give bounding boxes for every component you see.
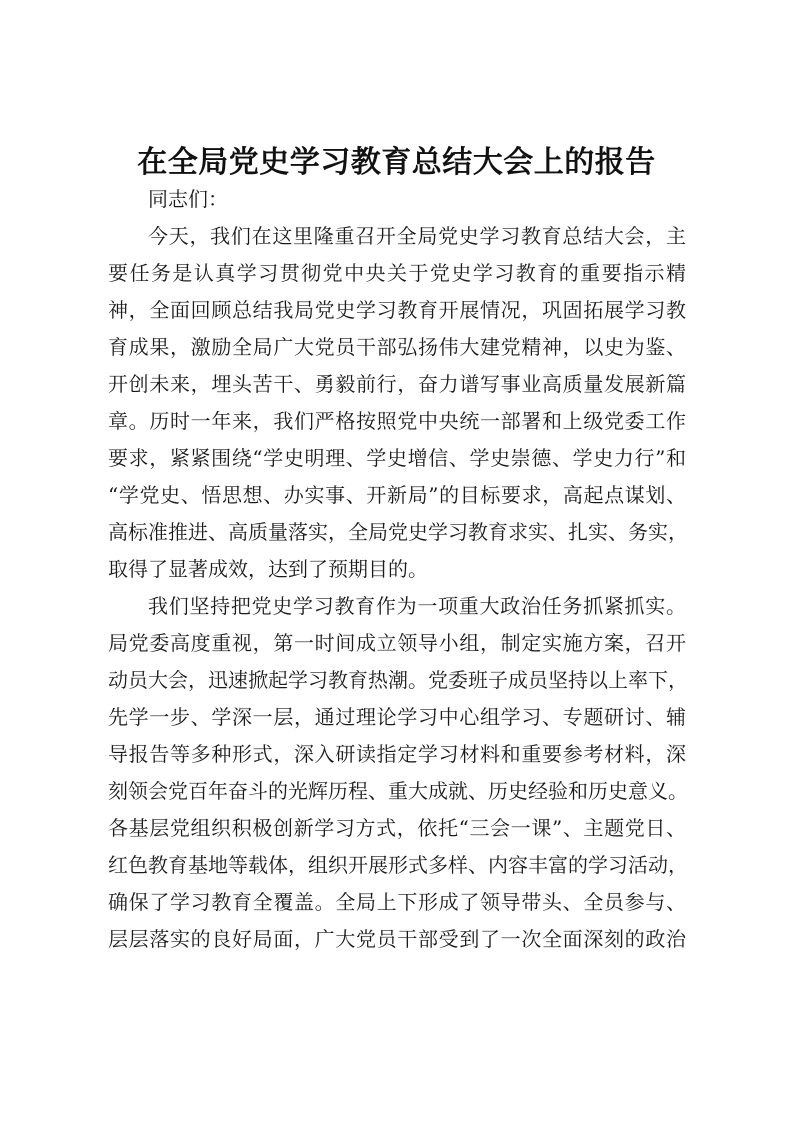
paragraph-2	[108, 588, 686, 958]
paragraph-line: 动员大会，迅速掀起学习教育热潮。党委班子成员坚持以上率下，	[108, 668, 688, 692]
paragraph-line: 育成果，激励全局广大党员干部弘扬伟大建党精神，以史为鉴、	[108, 335, 686, 359]
paragraph-line: 要求，紧紧围绕“学史明理、学史增信、学史崇德、学史力行”和	[108, 446, 686, 470]
paragraph-line: 开创未来，埋头苦干、勇毅前行，奋力谱写事业高质量发展新篇	[108, 372, 686, 396]
paragraph-line: 取得了显著成效，达到了预期目的。	[108, 557, 428, 581]
paragraph-line: 红色教育基地等载体，组织开展形式多样、内容丰富的学习活动，	[108, 853, 688, 877]
paragraph-line: 我们坚持把党史学习教育作为一项重大政治任务抓紧抓实。	[148, 594, 686, 618]
paragraph-line: 先学一步、学深一层，通过理论学习中心组学习、专题研讨、辅	[108, 705, 686, 729]
document-title: 在全局党史学习教育总结大会上的报告	[137, 145, 656, 180]
salutation: 同志们：	[148, 187, 228, 211]
paragraph-line: 确保了学习教育全覆盖。全局上下形成了领导带头、全员参与、	[108, 890, 686, 914]
paragraph-line: “学党史、悟思想、办实事、开新局”的目标要求，高起点谋划、	[108, 483, 686, 507]
paragraph-line: 刻领会党百年奋斗的光辉历程、重大成就、历史经验和历史意义。	[108, 779, 688, 803]
paragraph-line: 神，全面回顾总结我局党史学习教育开展情况，巩固拓展学习教	[108, 298, 686, 322]
document-body	[108, 181, 686, 958]
paragraph-line: 高标准推进、高质量落实，全局党史学习教育求实、扎实、务实，	[108, 520, 688, 544]
paragraph-line: 各基层党组织积极创新学习方式，依托“三会一课”、主题党日、	[108, 816, 686, 840]
paragraph-line: 章。历时一年来，我们严格按照党中央统一部署和上级党委工作	[108, 409, 686, 433]
paragraph-line: 要任务是认真学习贯彻党中央关于党史学习教育的重要指示精	[108, 261, 686, 285]
paragraph-line: 今天，我们在这里隆重召开全局党史学习教育总结大会，主	[148, 224, 686, 248]
paragraph-line: 导报告等多种形式，深入研读指定学习材料和重要参考材料，深	[108, 742, 686, 766]
paragraph-line: 层层落实的良好局面，广大党员干部受到了一次全面深刻的政治	[108, 927, 686, 951]
paragraph-line: 局党委高度重视，第一时间成立领导小组，制定实施方案，召开	[108, 631, 686, 655]
paragraph-1	[108, 218, 686, 588]
